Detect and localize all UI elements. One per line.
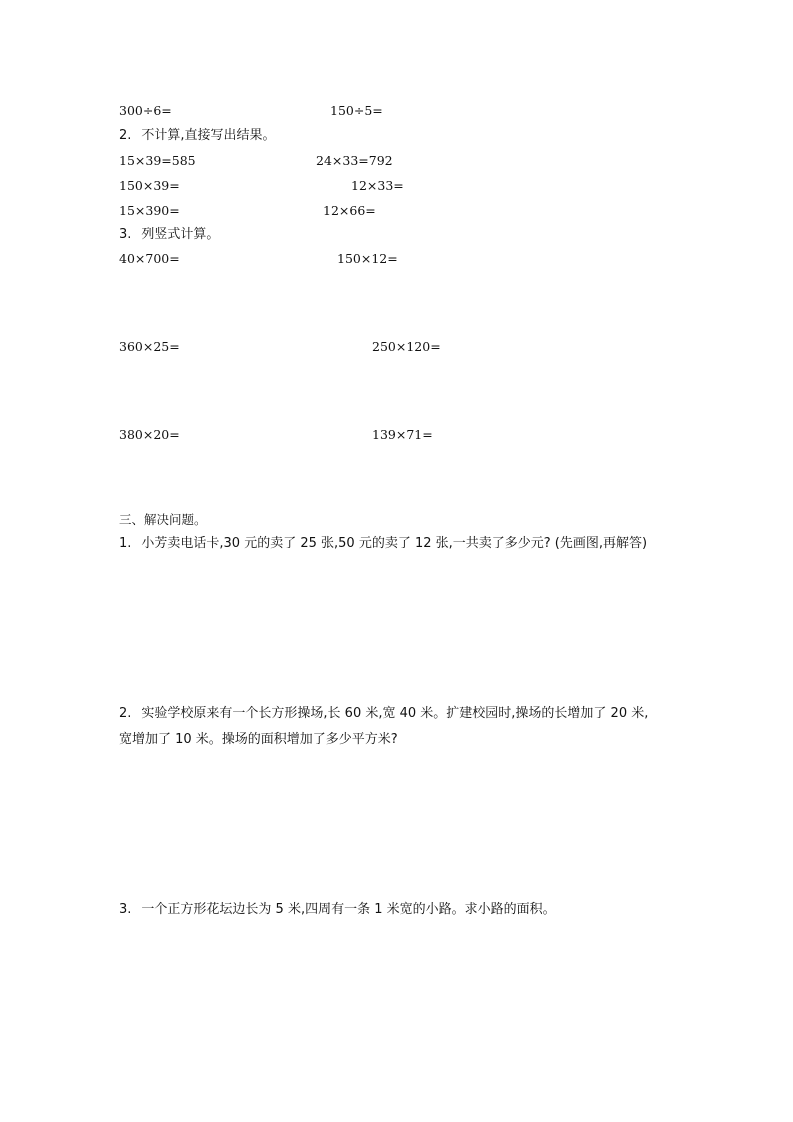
problem-2-text: 实验学校原来有一个长方形操场,长 60 米,宽 40 米。扩建校园时,操场的长增加了 20 米, xyxy=(141,706,649,721)
part-3-heading: 三、解决问题。 xyxy=(119,512,207,527)
expression-360x25: 360×25= xyxy=(119,339,180,354)
expression-12x66: 12×66= xyxy=(323,203,376,218)
problem-2-number: 2. xyxy=(119,706,132,721)
problem-1-number: 1. xyxy=(119,536,132,551)
expression-150-div-5: 150÷5= xyxy=(330,103,383,118)
expression-15x390: 15×390= xyxy=(119,203,180,218)
section-3-number: 3. xyxy=(119,227,132,242)
expression-150x39: 150×39= xyxy=(119,178,180,193)
expression-250x120: 250×120= xyxy=(372,339,441,354)
section-2-heading xyxy=(119,128,276,144)
expression-24x33: 24×33=792 xyxy=(316,153,393,168)
expression-150x12: 150×12= xyxy=(337,251,398,266)
expression-300-div-6: 300÷6= xyxy=(119,103,172,118)
problem-3-text: 一个正方形花坛边长为 5 米,四周有一条 1 米宽的小路。求小路的面积。 xyxy=(141,902,556,917)
expression-380x20: 380×20= xyxy=(119,427,180,442)
problem-2-continuation: 宽增加了 10 米。操场的面积增加了多少平方米? xyxy=(119,732,398,747)
problem-2 xyxy=(119,706,648,722)
section-2-title: 不计算,直接写出结果。 xyxy=(141,128,276,143)
expression-40x700: 40×700= xyxy=(119,251,180,266)
expression-139x71: 139×71= xyxy=(372,427,433,442)
section-3-heading xyxy=(119,227,219,243)
section-3-title: 列竖式计算。 xyxy=(141,227,220,242)
section-2-number: 2. xyxy=(119,128,132,143)
problem-3 xyxy=(119,902,556,918)
problem-1 xyxy=(119,536,647,552)
problem-1-text: 小芳卖电话卡,30 元的卖了 25 张,50 元的卖了 12 张,一共卖了多少元? (先画图,再解答) xyxy=(141,536,648,551)
problem-3-number: 3. xyxy=(119,902,132,917)
expression-15x39: 15×39=585 xyxy=(119,153,196,168)
expression-12x33: 12×33= xyxy=(351,178,404,193)
